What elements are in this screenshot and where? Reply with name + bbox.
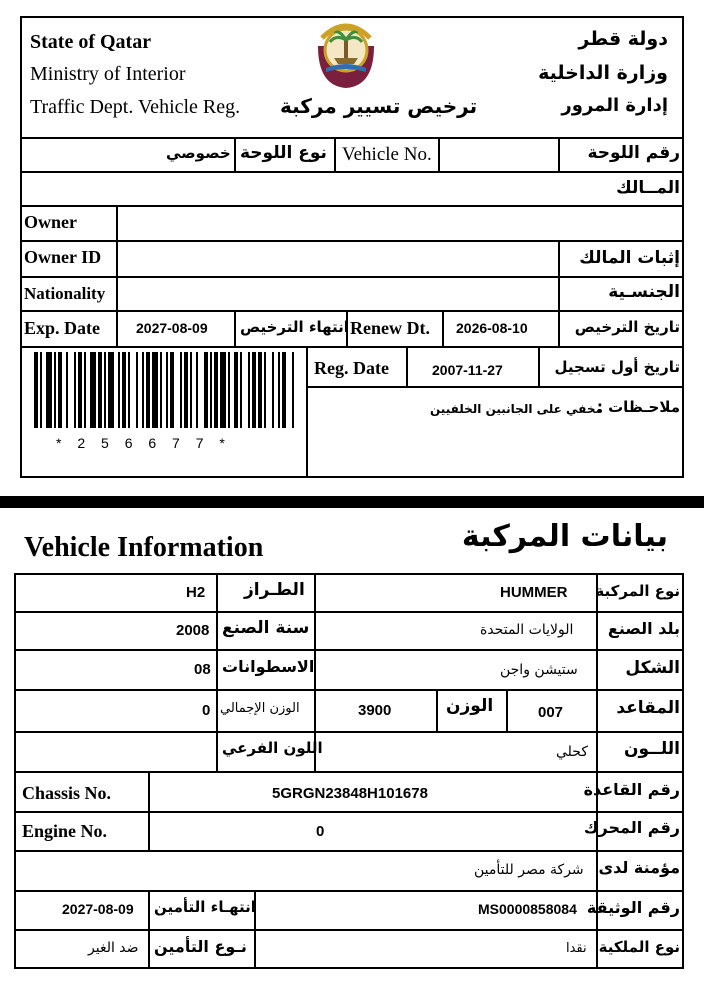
weight-label-ar: الوزن <box>446 696 494 716</box>
barcode <box>34 352 296 428</box>
notes-label-ar: ملاحـظات : <box>596 398 680 416</box>
make-label-ar: نوع المركبة <box>595 582 680 600</box>
color-label-ar: اللــون <box>624 739 680 759</box>
gross-weight-label-ar: الوزن الإجمالي <box>220 701 300 716</box>
shape-label-ar: الشكل <box>625 658 680 678</box>
chassis-value: 5GRGN23848H101678 <box>272 785 428 802</box>
header-state-ar: دولة قطر <box>578 28 668 50</box>
nationality-label: Nationality <box>24 284 106 303</box>
engine-label-ar: رقم المحرك <box>583 818 680 837</box>
country-value: الولايات المتحدة <box>480 622 574 638</box>
renew-date-label: Renew Dt. <box>350 318 430 338</box>
insurance-type-label-ar: نـوع التأمين <box>154 937 247 956</box>
engine-label: Engine No. <box>22 821 108 841</box>
license-exp-label-ar: انتهاء الترخيص <box>240 318 349 336</box>
header-ministry-en: Ministry of Interior <box>30 63 186 85</box>
policy-value: MS0000858084 <box>478 901 577 917</box>
vehicle-info-title-ar: بيانات المركبة <box>461 519 668 554</box>
owner-id-label: Owner ID <box>24 247 102 267</box>
barcode-number: * 2 5 6 6 7 7 * <box>56 435 231 451</box>
chassis-label-ar: رقم القاعدة <box>583 780 680 799</box>
exp-date-value: 2027-08-09 <box>136 320 208 336</box>
plate-type-label: نوع اللوحة <box>240 143 327 163</box>
header-ministry-ar: وزارة الداخلية <box>538 62 668 84</box>
model-label-ar: الطـراز <box>244 580 305 600</box>
vehicle-no-label: Vehicle No. <box>342 144 432 165</box>
cylinders-value: 08 <box>194 661 211 678</box>
card-divider <box>0 496 704 508</box>
owner-id-label-ar: إثبات المالك <box>579 248 680 268</box>
exp-date-label: Exp. Date <box>24 318 100 338</box>
insurer-value: شركة مصر للتأمين <box>474 862 584 878</box>
notes-value: مخفي على الجانبين الخلفيين <box>430 402 603 416</box>
ownership-value: نقدا <box>566 941 587 956</box>
license-date-label-ar: تاريخ الترخيص <box>574 318 680 336</box>
seats-value: 007 <box>538 704 564 721</box>
emblem-icon <box>308 16 384 92</box>
shape-value: ستيشن واجن <box>500 662 578 678</box>
make-value: HUMMER <box>500 584 568 601</box>
color-value: كحلي <box>556 744 589 760</box>
reg-date-value: 2007-11-27 <box>432 362 503 378</box>
insurance-type-value: ضد الغير <box>88 940 139 956</box>
engine-value: 0 <box>316 823 325 840</box>
plate-no-label: رقم اللوحة <box>587 143 680 163</box>
barcode-bar <box>294 352 296 428</box>
policy-label-ar: رقم الوثيقة <box>586 898 680 917</box>
owner-label: Owner <box>24 212 77 232</box>
cylinders-label-ar: الاسطوانات <box>222 657 315 676</box>
nationality-label-ar: الجنسـية <box>608 282 680 302</box>
year-value: 2008 <box>176 622 210 639</box>
ownership-label-ar: نوع الملكية <box>598 938 680 956</box>
insured-label-ar: مؤمنة لدى <box>598 858 680 877</box>
model-value: H2 <box>186 584 206 601</box>
vehicle-info-title-en: Vehicle Information <box>24 532 264 563</box>
header-dept-en: Traffic Dept. Vehicle Reg. <box>30 96 241 118</box>
owner-label-ar: المــالك <box>616 178 680 198</box>
year-label-ar: سنة الصنع <box>222 618 310 638</box>
insurance-exp-label-ar: انتهـاء التأمين <box>154 898 256 916</box>
country-label-ar: بلد الصنع <box>607 619 680 638</box>
renew-date-value: 2026-08-10 <box>456 320 528 336</box>
qatar-moi-emblem <box>308 16 384 92</box>
seats-label-ar: المقاعد <box>616 698 680 718</box>
reg-date-label: Reg. Date <box>314 358 389 378</box>
insurance-exp-value: 2027-08-09 <box>62 901 134 917</box>
chassis-label: Chassis No. <box>22 783 112 803</box>
weight-value: 3900 <box>358 702 392 719</box>
plate-type-value: خصوصي <box>166 144 231 162</box>
sub-color-label-ar: اللون الفرعي <box>222 739 323 757</box>
header-state-en: State of Qatar <box>30 31 152 53</box>
header-dept-ar: إدارة المرور <box>561 95 668 116</box>
header-title-ar: ترخيص تسيير مركبة <box>280 94 478 118</box>
first-reg-label-ar: تاريخ أول تسجيل <box>554 358 680 376</box>
gross-weight-value: 0 <box>202 702 211 719</box>
